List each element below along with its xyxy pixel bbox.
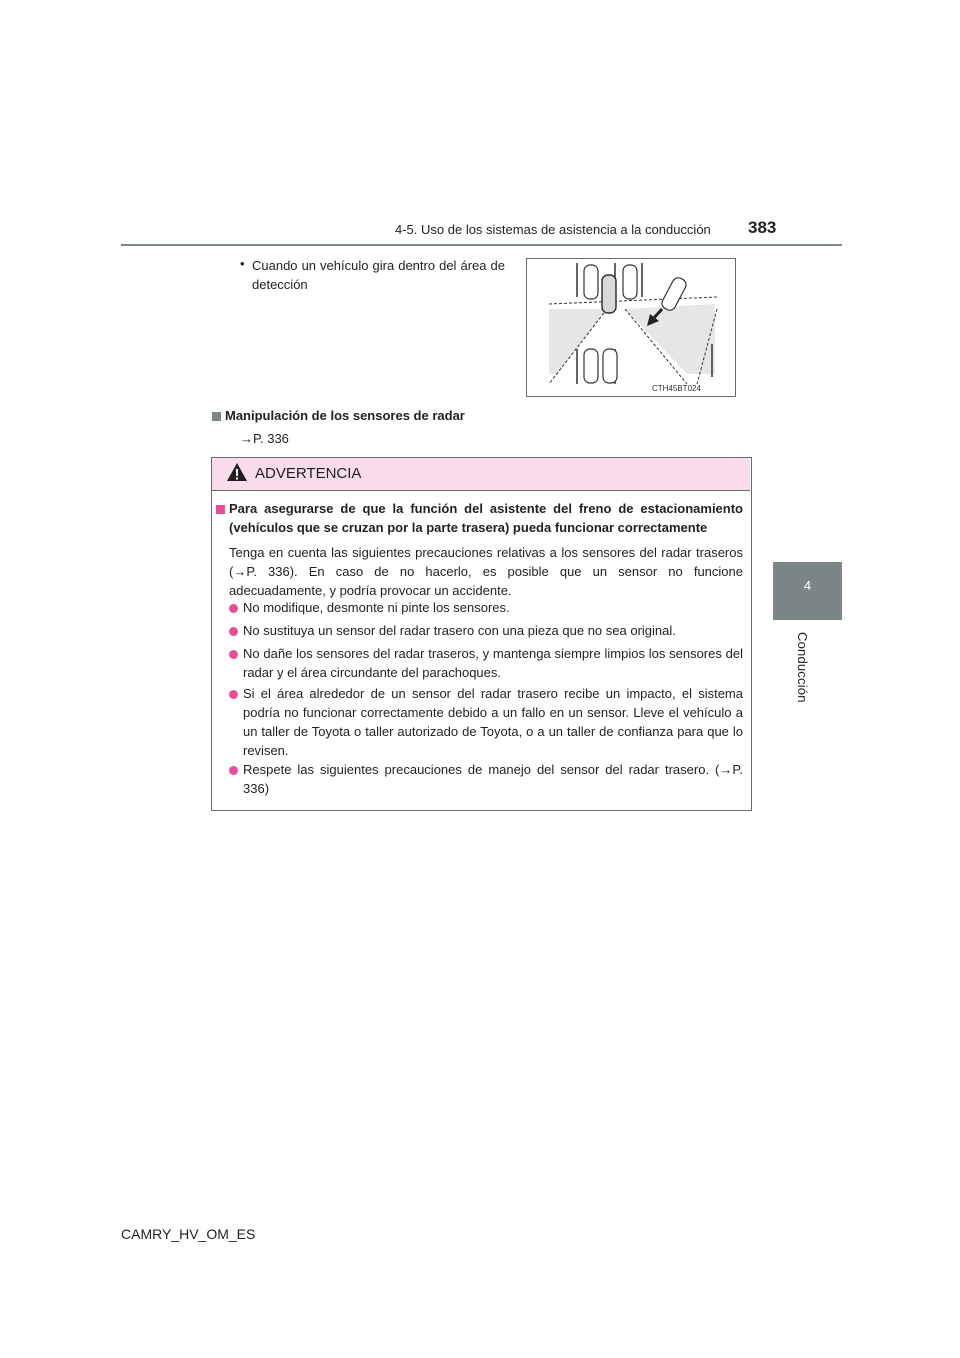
bullet-marker: • bbox=[240, 256, 245, 271]
bullet-text bbox=[240, 256, 505, 294]
header-section-title: 4-5. Uso de los sistemas de asistencia a la conducción bbox=[395, 222, 711, 237]
warning-intro: Tenga en cuenta las siguientes precauciones relativas a los sensores del radar traseros (→P. 336). En caso de no hacerlo, es posible que un sensor no funcione adecuadamente, y podría provocar un accidente. bbox=[229, 545, 743, 598]
parking-diagram-illustration bbox=[527, 259, 735, 396]
warning-triangle-icon bbox=[226, 462, 248, 487]
footer-document-code: CAMRY_HV_OM_ES bbox=[121, 1226, 256, 1242]
own-car bbox=[602, 275, 616, 313]
warning-item-marker bbox=[229, 690, 238, 699]
section-marker bbox=[212, 412, 221, 421]
parked-car bbox=[584, 349, 598, 383]
warning-heading-marker bbox=[216, 505, 225, 514]
page-number: 383 bbox=[748, 218, 777, 237]
warning-item: Respete las siguientes precauciones de manejo del sensor del radar trasero. (→P. 336) bbox=[243, 762, 743, 796]
warning-item-marker bbox=[229, 604, 238, 613]
figure-code: CTH45BT024 bbox=[652, 384, 701, 393]
header-divider bbox=[121, 244, 842, 246]
warning-item: Si el área alrededor de un sensor del radar trasero recibe un impacto, el sistema podría no funcionar correctamente debido a un fallo en un sensor. Lleve el vehículo a un taller de Toyota o taller autorizado de Toyota, o a un taller de confianza para que lo revisen. bbox=[243, 686, 743, 758]
chapter-number: 4 bbox=[803, 578, 812, 593]
warning-item: No dañe los sensores del radar traseros, y mantenga siempre limpios los sensores del radar y el área circundante del parachoques. bbox=[243, 646, 743, 680]
warning-item: No sustituya un sensor del radar trasero con una pieza que no sea original. bbox=[243, 623, 676, 638]
warning-heading: Para asegurarse de que la función del asistente del freno de estacionamiento (vehículos que se cruzan por la parte trasera) pueda funcionar correctamente bbox=[229, 501, 743, 535]
section-heading: Manipulación de los sensores de radar bbox=[225, 408, 465, 423]
warning-item: No modifique, desmonte ni pinte los sensores. bbox=[243, 600, 510, 615]
warning-item-marker bbox=[229, 766, 238, 775]
warning-item-marker bbox=[229, 650, 238, 659]
warning-item-marker bbox=[229, 627, 238, 636]
section-reference-link[interactable]: →P. 336 bbox=[240, 431, 289, 446]
parked-car bbox=[603, 349, 617, 383]
parking-diagram bbox=[526, 258, 736, 397]
bullet-text-content: Cuando un vehículo gira dentro del área de detección bbox=[252, 258, 505, 292]
parked-car bbox=[623, 265, 637, 299]
parked-car bbox=[584, 265, 598, 299]
chapter-label: Conducción bbox=[795, 632, 810, 703]
warning-title: ADVERTENCIA bbox=[255, 465, 362, 482]
